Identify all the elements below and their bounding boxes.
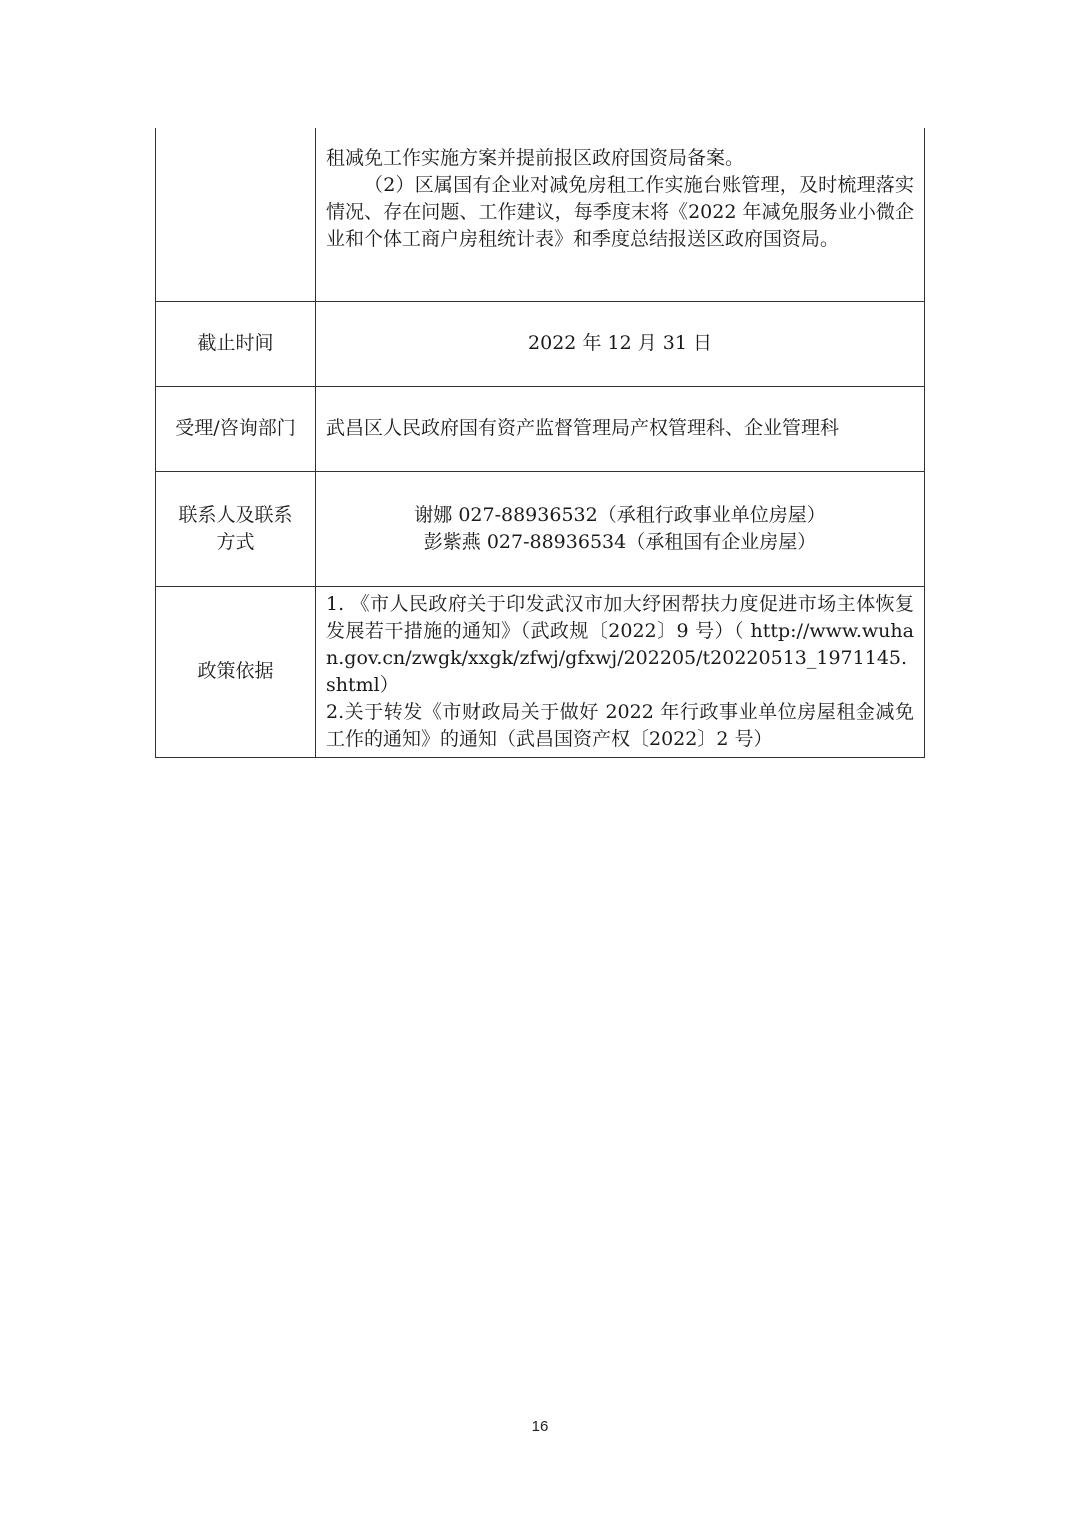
contact-line-1: 谢娜 027-88936532（承租行政事业单位房屋）	[414, 503, 826, 526]
implementation-paragraph-2: （2）区属国有企业对减免房租工作实施台账管理，及时梳理落实情况、存在问题、工作建议，每季度末将《2022 年减免服务业小微企业和个体工商户房租统计表》和季度总结报送区政府国资局。	[326, 174, 914, 251]
deadline-label: 截止时间	[156, 301, 316, 386]
policy-item-1: 1. 《市人民政府关于印发武汉市加大纾困帮扶力度促进市场主体恢复发展若干措施的通知》（武政规〔2022〕9 号）（ http://www.wuhan.gov.cn/zwgk/xxgk/zfwj/gfxwj/202205/t20220513_1971145.shtml）	[326, 592, 914, 696]
contacts-label	[156, 471, 316, 586]
department-text: 武昌区人民政府国有资产监督管理局产权管理科、企业管理科	[326, 417, 840, 439]
table-row-department	[156, 386, 925, 471]
table-row-implementation	[156, 128, 925, 301]
row-label-empty	[156, 128, 316, 301]
deadline-value	[316, 301, 925, 386]
table-row-contacts	[156, 471, 925, 586]
policy-label: 政策依据	[156, 586, 316, 757]
policy-value	[316, 586, 925, 757]
policy-table	[155, 128, 925, 758]
table-row-deadline	[156, 301, 925, 386]
page-number: 16	[531, 1418, 549, 1435]
implementation-cell	[316, 128, 925, 301]
deadline-text: 2022 年 12 月 31 日	[528, 332, 712, 354]
department-label: 受理/咨询部门	[156, 386, 316, 471]
contacts-value	[316, 471, 925, 586]
contact-line-2: 彭紫燕 027-88936534（承租国有企业房屋）	[423, 530, 817, 553]
department-value	[316, 386, 925, 471]
table-row-policy	[156, 586, 925, 757]
implementation-paragraph-1: 租减免工作实施方案并提前报区政府国资局备案。	[326, 147, 745, 170]
policy-item-2: 2.关于转发《市财政局关于做好 2022 年行政事业单位房屋租金减免工作的通知》的通知（武昌国资产权〔2022〕2 号）	[326, 700, 914, 750]
contacts-label-text: 联系人及联系方式	[178, 503, 293, 553]
